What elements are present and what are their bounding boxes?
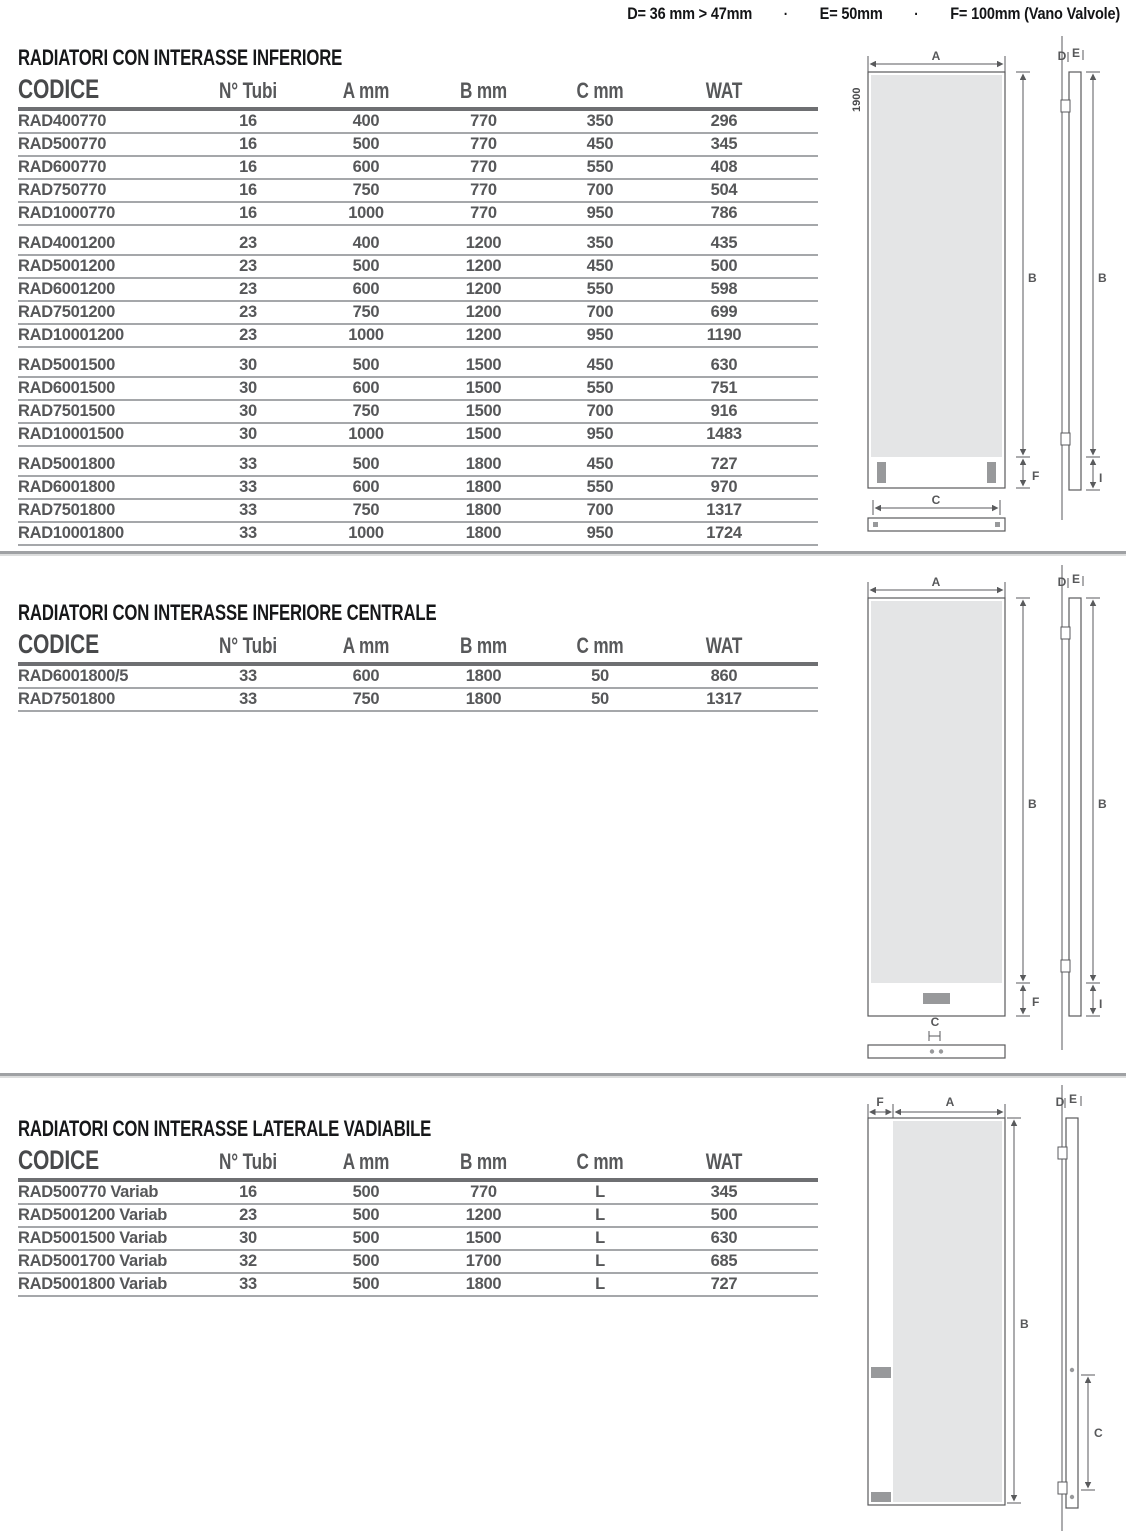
cell-value: 727 bbox=[710, 455, 738, 473]
cell-codice: RAD5001500 Variab bbox=[18, 1229, 167, 1247]
cell-value: 1500 bbox=[465, 356, 502, 374]
section-title: RADIATORI CON INTERASSE INFERIORE CENTRALE bbox=[18, 600, 437, 625]
side-view bbox=[1056, 1085, 1103, 1531]
front-view bbox=[868, 598, 1005, 1016]
mounting-bracket-top bbox=[1058, 1147, 1067, 1159]
a-dimension bbox=[868, 575, 1005, 598]
table-body bbox=[18, 1182, 818, 1297]
cell-value: L bbox=[595, 1275, 605, 1293]
table-row bbox=[18, 355, 818, 378]
cell-value: 23 bbox=[239, 257, 257, 275]
dim-label-d: D bbox=[1057, 575, 1067, 589]
cell-value: 1000 bbox=[348, 326, 384, 344]
diagram-interasse-inferiore-centrale bbox=[840, 565, 1126, 1075]
column-header-a-mm: A mm bbox=[342, 633, 390, 658]
table-row bbox=[18, 1205, 818, 1228]
cell-value: 630 bbox=[710, 356, 738, 374]
cell-value: 770 bbox=[470, 112, 497, 130]
connector-right bbox=[987, 462, 996, 483]
table-row bbox=[18, 500, 818, 523]
cell-value: 30 bbox=[239, 425, 257, 443]
dim-label-d: D bbox=[1057, 49, 1067, 63]
cell-value: 33 bbox=[239, 524, 257, 542]
f-dimension bbox=[1016, 986, 1039, 1017]
cell-value: 1700 bbox=[465, 1252, 502, 1270]
front-view bbox=[868, 72, 1005, 488]
table-body bbox=[18, 111, 818, 546]
cell-value: 1317 bbox=[706, 690, 742, 708]
cell-value: 1800 bbox=[465, 1275, 502, 1293]
table-row bbox=[18, 1228, 818, 1251]
cell-value: 950 bbox=[586, 524, 614, 542]
cell-codice: RAD1000770 bbox=[18, 204, 115, 222]
cell-value: 408 bbox=[710, 158, 738, 176]
cell-value: 450 bbox=[586, 135, 614, 153]
cell-value: 770 bbox=[470, 158, 497, 176]
table-row bbox=[18, 454, 818, 477]
cell-codice: RAD5001700 Variab bbox=[18, 1252, 167, 1270]
table-row bbox=[18, 424, 818, 447]
cell-value: 550 bbox=[586, 379, 614, 397]
cell-value: 1000 bbox=[348, 204, 384, 222]
side-profile bbox=[1069, 72, 1081, 490]
cell-value: 770 bbox=[470, 1183, 497, 1201]
cell-value: 699 bbox=[710, 303, 738, 321]
c-dimension bbox=[929, 1015, 940, 1041]
cell-value: 1483 bbox=[706, 425, 742, 443]
column-header-c-mm: C mm bbox=[576, 633, 624, 658]
dim-label-e: E bbox=[1068, 1092, 1078, 1106]
cell-value: 1724 bbox=[706, 524, 742, 542]
table-header-row bbox=[18, 74, 818, 111]
side-profile bbox=[1066, 1118, 1078, 1508]
cell-value: 630 bbox=[710, 1229, 738, 1247]
side-view bbox=[1058, 565, 1107, 1050]
column-header-c-mm: C mm bbox=[576, 1149, 624, 1174]
cell-value: 916 bbox=[710, 402, 738, 420]
column-header-wat: WAT bbox=[705, 633, 743, 658]
dim-label-b: B bbox=[1028, 797, 1037, 811]
cell-value: 23 bbox=[239, 1206, 257, 1224]
table-row bbox=[18, 134, 818, 157]
cell-value: 435 bbox=[710, 234, 738, 252]
dim-label-c: C bbox=[931, 493, 941, 507]
cell-value: 16 bbox=[239, 1183, 257, 1201]
cell-value: 1800 bbox=[465, 667, 502, 685]
cell-value: 750 bbox=[352, 402, 380, 420]
mounting-bracket-top bbox=[1061, 627, 1070, 639]
a-dimension bbox=[868, 49, 1005, 72]
cell-value: 1500 bbox=[465, 1229, 502, 1247]
cell-value: 770 bbox=[470, 135, 497, 153]
cell-value: 16 bbox=[239, 204, 257, 222]
table-row bbox=[18, 523, 818, 546]
cell-value: 1800 bbox=[465, 690, 502, 708]
section-title: RADIATORI CON INTERASSE INFERIORE bbox=[18, 45, 343, 70]
cell-value: L bbox=[595, 1252, 605, 1270]
mounting-bracket-bottom bbox=[1061, 433, 1070, 445]
cell-value: 1200 bbox=[465, 303, 502, 321]
cell-value: 1200 bbox=[465, 1206, 502, 1224]
cell-value: 23 bbox=[239, 234, 257, 252]
cell-value: 350 bbox=[586, 234, 614, 252]
cell-value: 700 bbox=[586, 501, 614, 519]
cell-value: 685 bbox=[710, 1252, 738, 1270]
table-header-row bbox=[18, 1145, 818, 1182]
cell-codice: RAD5001500 bbox=[18, 356, 115, 374]
dim-label-a: A bbox=[945, 1095, 955, 1109]
cell-value: 500 bbox=[352, 455, 380, 473]
cell-value: 600 bbox=[352, 158, 380, 176]
cell-value: 23 bbox=[239, 303, 257, 321]
cell-value: 1200 bbox=[465, 257, 502, 275]
cell-value: 1500 bbox=[465, 402, 502, 420]
table-row bbox=[18, 401, 818, 424]
cell-codice: RAD5001200 bbox=[18, 257, 115, 275]
table-row bbox=[18, 203, 818, 226]
table-row bbox=[18, 302, 818, 325]
cell-value: 750 bbox=[352, 303, 380, 321]
side-connection-lower bbox=[1070, 1495, 1074, 1499]
dimensions-legend bbox=[627, 5, 1120, 24]
cell-value: 1200 bbox=[465, 280, 502, 298]
cell-value: 1000 bbox=[348, 425, 384, 443]
cell-codice: RAD5001800 Variab bbox=[18, 1275, 167, 1293]
table-group bbox=[18, 355, 818, 447]
cell-codice: RAD7501200 bbox=[18, 303, 115, 321]
mounting-bracket-bottom bbox=[1061, 960, 1070, 972]
cell-value: 500 bbox=[352, 257, 380, 275]
cell-value: L bbox=[595, 1183, 605, 1201]
dim-label-c: C bbox=[1094, 1426, 1103, 1440]
cell-value: 345 bbox=[710, 1183, 738, 1201]
dim-label-b-side: B bbox=[1098, 271, 1107, 285]
front-view bbox=[868, 1118, 1005, 1505]
table-row bbox=[18, 325, 818, 348]
cell-value: 598 bbox=[710, 280, 738, 298]
total-height-label: 1900 bbox=[851, 87, 863, 112]
cell-value: 860 bbox=[710, 667, 738, 685]
dim-label-a: A bbox=[931, 49, 941, 63]
section-title: RADIATORI CON INTERASSE LATERALE VADIABILE bbox=[18, 1116, 432, 1141]
spec-section bbox=[18, 1117, 818, 1297]
dim-label-f: F bbox=[1032, 995, 1040, 1009]
cell-value: 1200 bbox=[465, 326, 502, 344]
cell-value: 950 bbox=[586, 326, 614, 344]
connector-upper bbox=[871, 1367, 891, 1378]
cell-value: 16 bbox=[239, 112, 257, 130]
cell-value: 550 bbox=[586, 280, 614, 298]
mounting-bracket-top bbox=[1061, 100, 1070, 112]
cell-value: 751 bbox=[710, 379, 738, 397]
column-header-b-mm: B mm bbox=[459, 78, 508, 103]
cell-value: 1000 bbox=[348, 524, 384, 542]
dim-label-i: I bbox=[1099, 997, 1103, 1011]
dim-label-b: B bbox=[1028, 271, 1037, 285]
side-connection-upper bbox=[1070, 1368, 1074, 1372]
cell-value: 50 bbox=[591, 690, 609, 708]
legend-item-f: F= 100mm (Vano Valvole) bbox=[950, 5, 1120, 23]
cell-value: 345 bbox=[710, 135, 738, 153]
cell-value: 33 bbox=[239, 501, 257, 519]
cell-value: 350 bbox=[586, 112, 614, 130]
cell-value: 500 bbox=[352, 356, 380, 374]
cell-value: 600 bbox=[352, 379, 380, 397]
f-dimension bbox=[1016, 460, 1039, 489]
cell-value: 1190 bbox=[706, 326, 742, 344]
cell-value: 700 bbox=[586, 303, 614, 321]
section-divider bbox=[0, 551, 1126, 556]
cell-value: 33 bbox=[239, 1275, 257, 1293]
column-header-codice: CODICE bbox=[18, 629, 99, 659]
dim-label-d: D bbox=[1055, 1095, 1065, 1109]
cell-value: 500 bbox=[352, 1275, 380, 1293]
cell-value: 550 bbox=[586, 478, 614, 496]
legend-item-e: E= 50mm bbox=[819, 5, 883, 23]
column-header-a-mm: A mm bbox=[342, 78, 390, 103]
cell-codice: RAD6001800/5 bbox=[18, 667, 129, 685]
cell-value: 950 bbox=[586, 425, 614, 443]
table-row bbox=[18, 1274, 818, 1297]
cell-codice: RAD7501800 bbox=[18, 501, 115, 519]
cell-value: 1800 bbox=[465, 501, 502, 519]
table-row bbox=[18, 1251, 818, 1274]
cell-value: 450 bbox=[586, 455, 614, 473]
cell-value: 770 bbox=[470, 204, 497, 222]
cell-value: 600 bbox=[352, 478, 380, 496]
cell-value: 500 bbox=[352, 1229, 380, 1247]
cell-codice: RAD5001200 Variab bbox=[18, 1206, 167, 1224]
side-profile bbox=[1069, 598, 1081, 1016]
cell-value: 1800 bbox=[465, 524, 502, 542]
cell-value: 296 bbox=[710, 112, 738, 130]
column-header-wat: WAT bbox=[705, 78, 743, 103]
bottom-view bbox=[868, 1045, 1005, 1058]
dim-label-e: E bbox=[1071, 572, 1081, 586]
cell-value: 550 bbox=[586, 158, 614, 176]
cell-value: 1200 bbox=[465, 234, 502, 252]
cell-value: 950 bbox=[586, 204, 614, 222]
cell-value: 500 bbox=[352, 1183, 380, 1201]
dim-label-a: A bbox=[931, 575, 941, 589]
cell-value: 504 bbox=[710, 181, 738, 199]
cell-value: 30 bbox=[239, 356, 257, 374]
cell-value: 33 bbox=[239, 690, 257, 708]
spec-section bbox=[18, 46, 818, 546]
cell-codice: RAD10001500 bbox=[18, 425, 124, 443]
cell-value: 500 bbox=[352, 1252, 380, 1270]
cell-value: 30 bbox=[239, 402, 257, 420]
table-group bbox=[18, 1182, 818, 1297]
cell-value: 750 bbox=[352, 181, 380, 199]
cell-value: 16 bbox=[239, 181, 257, 199]
table-row bbox=[18, 378, 818, 401]
cell-value: 50 bbox=[591, 667, 609, 685]
cell-value: 970 bbox=[710, 478, 738, 496]
cell-value: 727 bbox=[710, 1275, 738, 1293]
table-row bbox=[18, 157, 818, 180]
table-group bbox=[18, 233, 818, 348]
cell-codice: RAD10001800 bbox=[18, 524, 124, 542]
cell-codice: RAD10001200 bbox=[18, 326, 124, 344]
table-group bbox=[18, 111, 818, 226]
cell-value: 750 bbox=[352, 501, 380, 519]
dim-label-c: C bbox=[930, 1015, 940, 1029]
cell-value: 30 bbox=[239, 1229, 257, 1247]
column-header-ntubi: N° Tubi bbox=[219, 633, 277, 658]
column-header-ntubi: N° Tubi bbox=[219, 1149, 277, 1174]
column-header-c-mm: C mm bbox=[576, 78, 624, 103]
c-dimension bbox=[873, 493, 1000, 515]
table-row bbox=[18, 279, 818, 302]
column-header-codice: CODICE bbox=[18, 74, 99, 104]
table-group bbox=[18, 666, 818, 712]
table-row bbox=[18, 689, 818, 712]
column-header-codice: CODICE bbox=[18, 1145, 99, 1175]
a-dimension bbox=[896, 1095, 1006, 1118]
cell-value: 500 bbox=[710, 257, 738, 275]
cell-value: 1800 bbox=[465, 455, 502, 473]
column-header-wat: WAT bbox=[705, 1149, 743, 1174]
connector-central bbox=[923, 993, 950, 1004]
cell-codice: RAD4001200 bbox=[18, 234, 115, 252]
b-dimension bbox=[1016, 598, 1037, 983]
dim-label-i: I bbox=[1099, 471, 1103, 485]
cell-value: 500 bbox=[352, 1206, 380, 1224]
table-row bbox=[18, 256, 818, 279]
column-header-b-mm: B mm bbox=[459, 1149, 508, 1174]
cell-value: 1800 bbox=[465, 478, 502, 496]
cell-value: 600 bbox=[352, 280, 380, 298]
diagram-interasse-inferiore bbox=[840, 36, 1126, 541]
cell-value: 33 bbox=[239, 455, 257, 473]
cell-codice: RAD750770 bbox=[18, 181, 107, 199]
cell-codice: RAD500770 bbox=[18, 135, 107, 153]
cell-value: 1500 bbox=[465, 425, 502, 443]
table-group bbox=[18, 454, 818, 546]
cell-value: 32 bbox=[239, 1252, 257, 1270]
dim-label-f: F bbox=[876, 1095, 884, 1109]
cell-value: L bbox=[595, 1206, 605, 1224]
cell-value: 23 bbox=[239, 280, 257, 298]
cell-codice: RAD400770 bbox=[18, 112, 107, 130]
cell-value: 33 bbox=[239, 667, 257, 685]
column-header-b-mm: B mm bbox=[459, 633, 508, 658]
b-dimension bbox=[1007, 1118, 1029, 1503]
f-dimension bbox=[868, 1095, 893, 1118]
table-body bbox=[18, 666, 818, 712]
cell-codice: RAD6001800 bbox=[18, 478, 115, 496]
cell-value: 600 bbox=[352, 667, 380, 685]
table-row bbox=[18, 180, 818, 203]
dim-label-f: F bbox=[1032, 469, 1040, 483]
bottom-view bbox=[868, 518, 1005, 531]
cell-value: 1317 bbox=[706, 501, 742, 519]
cell-value: 450 bbox=[586, 257, 614, 275]
cell-codice: RAD7501800 bbox=[18, 690, 115, 708]
table-row bbox=[18, 666, 818, 689]
cell-value: 450 bbox=[586, 356, 614, 374]
cell-value: 770 bbox=[470, 181, 497, 199]
cell-value: 33 bbox=[239, 478, 257, 496]
connector-lower bbox=[871, 1492, 891, 1502]
cell-value: 400 bbox=[352, 234, 380, 252]
connector-left bbox=[877, 462, 886, 483]
mounting-bracket-bottom bbox=[1058, 1482, 1067, 1494]
column-header-ntubi: N° Tubi bbox=[219, 78, 277, 103]
cell-value: 30 bbox=[239, 379, 257, 397]
cell-value: 786 bbox=[710, 204, 738, 222]
dim-label-b-side: B bbox=[1098, 797, 1107, 811]
table-row bbox=[18, 477, 818, 500]
column-header-a-mm: A mm bbox=[342, 1149, 390, 1174]
dim-label-b: B bbox=[1020, 1317, 1029, 1331]
table-row bbox=[18, 233, 818, 256]
b-dimension bbox=[1016, 72, 1037, 457]
table-header-row bbox=[18, 629, 818, 666]
cell-codice: RAD7501500 bbox=[18, 402, 115, 420]
cell-codice: RAD6001500 bbox=[18, 379, 115, 397]
cell-codice: RAD5001800 bbox=[18, 455, 115, 473]
cell-codice: RAD500770 Variab bbox=[18, 1183, 159, 1201]
spec-section bbox=[18, 601, 818, 712]
cell-value: 750 bbox=[352, 690, 380, 708]
table-row bbox=[18, 1182, 818, 1205]
cell-value: 16 bbox=[239, 135, 257, 153]
cell-value: 16 bbox=[239, 158, 257, 176]
cell-value: 700 bbox=[586, 402, 614, 420]
cell-value: 500 bbox=[710, 1206, 738, 1224]
cell-value: 400 bbox=[352, 112, 380, 130]
legend-item-d: D= 36 mm > 47mm bbox=[627, 5, 753, 23]
cell-value: 23 bbox=[239, 326, 257, 344]
cell-value: 500 bbox=[352, 135, 380, 153]
cell-value: 700 bbox=[586, 181, 614, 199]
cell-value: L bbox=[595, 1229, 605, 1247]
cell-codice: RAD600770 bbox=[18, 158, 107, 176]
diagram-interasse-laterale bbox=[840, 1085, 1126, 1531]
cell-codice: RAD6001200 bbox=[18, 280, 115, 298]
table-row bbox=[18, 111, 818, 134]
dim-label-e: E bbox=[1071, 46, 1081, 60]
legend-separator: · bbox=[783, 6, 788, 23]
cell-value: 1500 bbox=[465, 379, 502, 397]
legend-separator: · bbox=[914, 6, 919, 23]
side-view bbox=[1058, 36, 1107, 520]
